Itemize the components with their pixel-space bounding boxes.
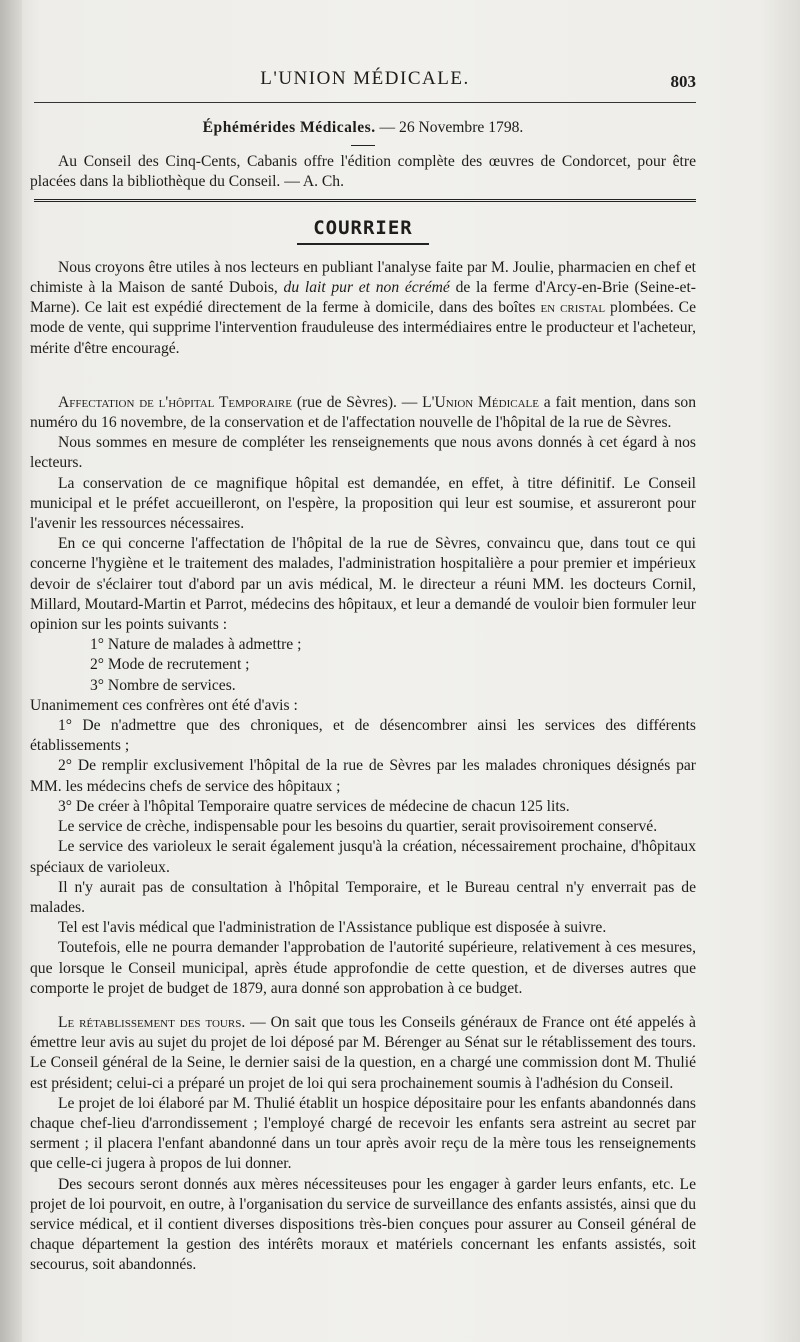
- ephemerides-title: Éphémérides Médicales.: [202, 119, 376, 136]
- spacer: [30, 359, 696, 393]
- paragraph: Le service de crèche, indispensable pour les besoins du quartier, serait provisoirement conservé.: [58, 818, 658, 836]
- paragraph: Nous sommes en mesure de compléter les renseignements que nous avons donnés à cet égard à nos lecteurs.: [30, 434, 696, 472]
- short-rule: [351, 145, 375, 146]
- list-item: 2° Mode de recrutement ;: [90, 656, 250, 674]
- header-rule: [34, 102, 696, 103]
- paragraph: En ce qui concerne l'affectation de l'hôpital de la rue de Sèvres, convaincu que, dans tout ce qui concerne l'hygiène et le traitement des malades, l'administration hospitalière a pour premier et impérieux devoir de s'éclairer tout d'abord par un avis médical, M. le directeur a réuni MM. les docteurs Cornil, Millard, Moutard-Martin et Parrot, médecins des hôpitaux, et leur a demandé de vouloir bien formuler leur opinion sur les points suivants :: [30, 535, 697, 634]
- paragraph: Des secours seront donnés aux mères nécessiteuses pour les engager à garder leurs enfants, etc. Le projet de loi pourvoit, en outre, à l'organisation du service de surveillance des enfants assistés, ainsi que du service médical, et il contient diverses dispositions très-bien conçues pour assurer au Conseil général de chaque département la gestion des intérêts moraux et matériels concernant les enfants assistés, soit secourus, soit abandonnés.: [30, 1175, 696, 1274]
- text-run: Nous croyons être utiles à nos lecteurs en publiant l'analyse faite par M. Joulie, pharmacien en chef et chimiste à la Maison de santé Dubois,: [30, 258, 696, 297]
- list-item: 1° De n'admettre que des chroniques, et de désencombrer ainsi les services des différents établissements ;: [30, 717, 696, 755]
- text-run: a fait mention, dans son numéro du 16 novembre, de la conservation et de l'affectation nouvelle de l'hôpital de la rue de Sèvres.: [30, 393, 697, 432]
- paragraph: Le service des varioleux le serait également jusqu'à la création, nécessairement prochaine, d'hôpitaux spéciaux de varioleux.: [30, 838, 696, 876]
- spacer: [30, 999, 696, 1013]
- text-run: (rue de Sèvres). —: [292, 393, 423, 411]
- text-run: — On sait que tous les Conseils généraux de France ont été appelés à émettre leur avis au sujet du projet de loi déposé par M. Bérenger au Sénat sur le rétablissement des tours. Le Conseil général de la Seine, le dernier saisi de la question, en a chargé une commission dont M. Thulié est président; celui-ci a préparé un projet de loi qui sera prochainement soumis à l'adhésion du Conseil.: [30, 1013, 696, 1092]
- text-run: plombées. Ce mode de vente, qui supprime l'intervention frauduleuse des intermédiaires entre le producteur et l'acheteur, mérite d'être encouragé.: [30, 299, 696, 357]
- journal-name: L'Union Médicale: [422, 393, 539, 411]
- emphasis-text: du lait pur et non écrémé: [283, 279, 450, 297]
- paragraph: Unanimement ces confrères ont été d'avis :: [30, 696, 298, 714]
- list-item: 3° Nombre de services.: [90, 676, 236, 694]
- running-title: L'UNION MÉDICALE.: [260, 68, 470, 89]
- paragraph-affectation: [30, 393, 696, 433]
- ephemerides-heading: [30, 118, 696, 138]
- small-caps-text: en cristal: [540, 299, 606, 317]
- article-column: [30, 110, 696, 1276]
- page-number: 803: [670, 72, 696, 91]
- page-header: [34, 62, 696, 102]
- page-gutter-shadow: [0, 0, 22, 1342]
- article-lead: Affectation de l'hôpital Temporaire: [58, 393, 292, 411]
- paragraph-lait: [30, 258, 696, 359]
- list-item: 2° De remplir exclusivement l'hôpital de la rue de Sèvres par les malades chroniques désignés par MM. les médecins chefs de service des hôpitaux ;: [30, 757, 696, 795]
- paragraph: Le projet de loi élaboré par M. Thulié établit un hospice dépositaire pour les enfants abandonnés dans chaque chef-lieu d'arrondissement ; l'employé chargé de recevoir les enfants sera astreint au secret par serment ; il placera l'enfant abandonné dans un tour après avoir reçu de la mère tous les renseignements que celle-ci jugera à propos de lui donner.: [30, 1094, 696, 1173]
- paragraph: La conservation de ce magnifique hôpital est demandée, en effet, à titre définitif. Le Conseil municipal et le préfet accueilleront, on l'espère, la proposition qui leur est soumise, et assureront pour l'avenir les ressources nécessaires.: [30, 474, 696, 533]
- section-heading: [30, 218, 696, 240]
- section-divider: [34, 199, 696, 202]
- section-title: COURRIER: [297, 217, 429, 245]
- paragraph: Toutefois, elle ne pourra demander l'approbation de l'autorité supérieure, relativement à ces mesures, que lorsque le Conseil municipal, après étude approfondie de cette question, et de diverses autres que comporte le projet de budget de 1879, aura donné son approbation à ce budget.: [30, 939, 696, 997]
- paragraph: Tel est l'avis médical que l'administration de l'Assistance publique est disposée à suivre.: [58, 919, 607, 937]
- list-item: 3° De créer à l'hôpital Temporaire quatre services de médecine de chacun 125 lits.: [58, 797, 570, 815]
- text-run: de la ferme d'Arcy-en-Brie (Seine-et-Marne). Ce lait est expédié directement de la ferme à domicile, dans des boîtes: [30, 279, 696, 317]
- paragraph-tours: [30, 1013, 696, 1094]
- ephemerides-text: Au Conseil des Cinq-Cents, Cabanis offre l'édition complète des œuvres de Condorcet, pour être placées dans la bibliothèque du Conseil. — A. Ch.: [30, 153, 696, 191]
- article-lead: Le rétablissement des tours.: [58, 1013, 246, 1031]
- ephemerides-date: — 26 Novembre 1798.: [379, 119, 524, 136]
- paragraph: Il n'y aurait pas de consultation à l'hôpital Temporaire, et le Bureau central n'y enverrait pas de malades.: [30, 878, 696, 916]
- list-item: 1° Nature de malades à admettre ;: [90, 636, 302, 654]
